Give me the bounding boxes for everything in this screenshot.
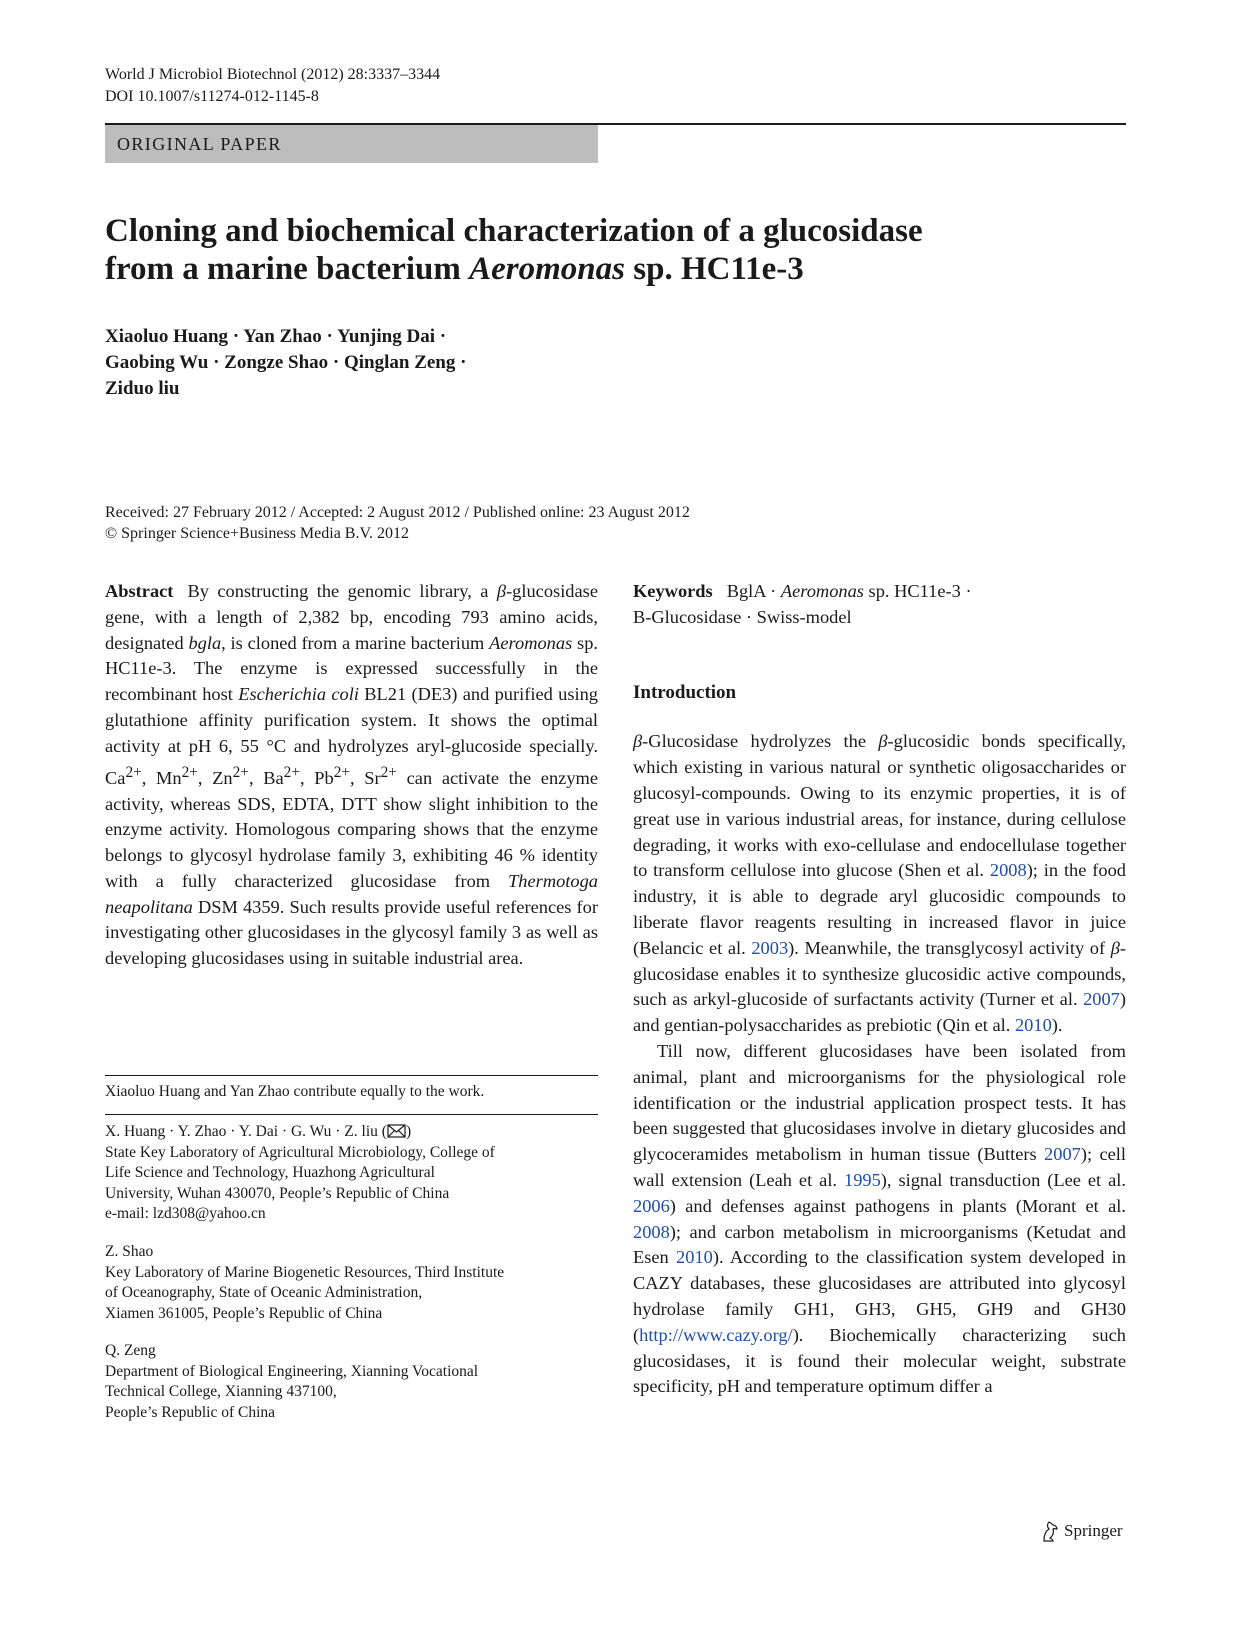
- footnote-rule: [105, 1075, 598, 1076]
- affiliation-line: University, Wuhan 430070, People’s Republic of China: [105, 1184, 450, 1202]
- author-line: Gaobing Wu · Zongze Shao · Qinglan Zeng ·: [105, 352, 467, 373]
- affiliation-line: People’s Republic of China: [105, 1403, 276, 1421]
- cazy-url-link[interactable]: http://www.cazy.org/: [639, 1324, 793, 1345]
- keywords: Keywords BglA · Aeromonas sp. HC11e-3 · B-Glucosidase · Swiss-model: [633, 581, 972, 627]
- affiliation-line: of Oceanography, State of Oceanic Administration,: [105, 1284, 423, 1302]
- affiliation-line: Life Science and Technology, Huazhong Agricultural: [105, 1164, 435, 1182]
- springer-horse-icon: [1040, 1520, 1060, 1542]
- intro-paragraph-1: β-Glucosidase hydrolyzes the β-glucosidic bonds specifically, which existing in various natural or synthetic oligosaccharides or glucosyl-compounds. Owing to its enzymic properties, it is of great use in various industrial areas, for instance, during cellulose degrading, it works with exo-cellulase and endocellulase together to transform cellulose into glucose (Shen et al. 2008); in the food industry, it is able to degrade aryl glucosidic compounds to liberate flavor reagents resulting in increased flavor in juice (Belancic et al. 2003). Meanwhile, the transglycosyl activity of β-glucosidase enables it to synthesize glucosidic active compounds, such as arkyl-glucoside of surfactants activity (Turner et al. 2007) and gentian-polysaccharides as prebiotic (Qin et al. 2010).: [633, 731, 1126, 1036]
- affiliation-line: State Key Laboratory of Agricultural Microbiology, College of: [105, 1143, 495, 1161]
- citation-link[interactable]: 2008: [989, 860, 1027, 881]
- citation-link[interactable]: 2010: [676, 1247, 713, 1268]
- citation-link[interactable]: 2003: [751, 937, 789, 958]
- title-line-1: Cloning and biochemical characterization of a glucosidase: [105, 213, 923, 249]
- journal-header: [105, 64, 440, 108]
- title-genus: Aeromonas: [469, 251, 626, 287]
- citation-link[interactable]: 2007: [1044, 1144, 1081, 1165]
- affiliation-2: [105, 1242, 598, 1324]
- paper-title: [105, 212, 1085, 288]
- citation-link[interactable]: 2008: [633, 1221, 670, 1242]
- affiliation-1: [105, 1122, 598, 1225]
- author-line: Ziduo liu: [105, 378, 180, 399]
- publication-dates: [105, 502, 690, 544]
- affiliation-line: Department of Biological Engineering, Xianning Vocational: [105, 1362, 479, 1380]
- citation-link[interactable]: 1995: [844, 1169, 881, 1190]
- author-list: [105, 324, 466, 402]
- right-column: [633, 579, 1126, 1400]
- affiliation-author: Z. Shao: [105, 1243, 154, 1260]
- citation-link[interactable]: 2006: [633, 1195, 670, 1216]
- affiliation-3: [105, 1341, 598, 1423]
- affiliation-line: Key Laboratory of Marine Biogenetic Resources, Third Institute: [105, 1263, 505, 1281]
- publisher-name: Springer: [1064, 1521, 1123, 1540]
- abstract: Abstract By constructing the genomic library, a β-glucosidase gene, with a length of 2,382 bp, encoding 793 amino acids, designated bgla, is cloned from a marine bacterium Aeromonas sp. HC11e-3. The enzyme is expressed successfully in the recombinant host Escherichia coli BL21 (DE3) and purified using glutathione affinity purification system. It shows the optimal activity at pH 6, 55 °C and hydrolyzes aryl-glucoside specially. $Ca^{2+}$, $Mn^{2+}$, $Zn^{2+}$, $Ba^{2+}$, $Pb^{2+}$, $Sr^{2+}$ can activate the enzyme activity, whereas SDS, EDTA, DTT show slight inhibition to the enzyme activity. Homologous comparing shows that the enzyme belongs to glycosyl hydrolase family 3, exhibiting 46 % identity with a fully characterized glucosidase from Thermotoga neapolitana DSM 4359. Such results provide useful references for investigating other glucosidases in the glycosyl family 3 as well as developing glucosidases using in suitable industrial area.: [105, 581, 598, 969]
- affiliation-line: Xiamen 361005, People’s Republic of China: [105, 1304, 383, 1322]
- abstract-label: Abstract: [105, 581, 174, 601]
- intro-paragraph-2: Till now, different glucosidases have been isolated from animal, plant and microorganisms for the physiological role identification or the industrial application prospect tests. It has been suggested that glucosidases involve in dietary glucosides and glycoceramides metabolism in human tissue (Butters 2007); cell wall extension (Leah et al. 1995), signal transduction (Lee et al. 2006) and defenses against pathogens in plants (Morant et al. 2008); and carbon metabolism in microorganisms (Ketudat and Esen 2010). According to the classification system developed in CAZY databases, these glucosidases are attributed into glycosyl hydrolase family GH1, GH3, GH5, GH9 and GH30 (http://www.cazy.org/). Biochemically characterizing such glucosidases, it is found their molecular weight, substrate specificity, pH and temperature optimum differ a: [633, 1040, 1126, 1397]
- publisher-footer: [1040, 1520, 1123, 1542]
- equal-contribution-note: Xiaoluo Huang and Yan Zhao contribute equally to the work.: [105, 1083, 485, 1100]
- citation-link[interactable]: 2010: [1014, 1015, 1052, 1036]
- section-heading-introduction: Introduction: [633, 681, 737, 703]
- copyright-line: © Springer Science+Business Media B.V. 2012: [105, 525, 409, 542]
- affiliation-authors: X. Huang · Y. Zhao · Y. Dai · G. Wu · Z. liu ( ): [105, 1123, 412, 1140]
- contact-email[interactable]: e-mail: lzd308@yahoo.cn: [105, 1205, 266, 1223]
- title-text: from a marine bacterium: [105, 251, 470, 287]
- envelope-icon: [387, 1124, 406, 1138]
- journal-citation: World J Microbiol Biotechnol (2012) 28:3337–3344: [105, 66, 441, 83]
- doi: DOI 10.1007/s11274-012-1145-8: [105, 88, 319, 105]
- citation-link[interactable]: 2007: [1083, 989, 1120, 1010]
- author-line: Xiaoluo Huang · Yan Zhao · Yunjing Dai ·: [105, 326, 447, 347]
- affiliation-rule: [105, 1114, 598, 1115]
- affiliation-line: Technical College, Xianning 437100,: [105, 1383, 337, 1401]
- section-label: ORIGINAL PAPER: [105, 125, 598, 163]
- keywords-label: Keywords: [633, 581, 713, 601]
- history-line: Received: 27 February 2012 / Accepted: 2 August 2012 / Published online: 23 August 2012: [105, 504, 690, 521]
- affiliation-author: Q. Zeng: [105, 1342, 156, 1359]
- title-line-2: [105, 250, 1085, 288]
- abstract-column: [105, 579, 598, 972]
- title-text: sp. HC11e-3: [625, 251, 804, 287]
